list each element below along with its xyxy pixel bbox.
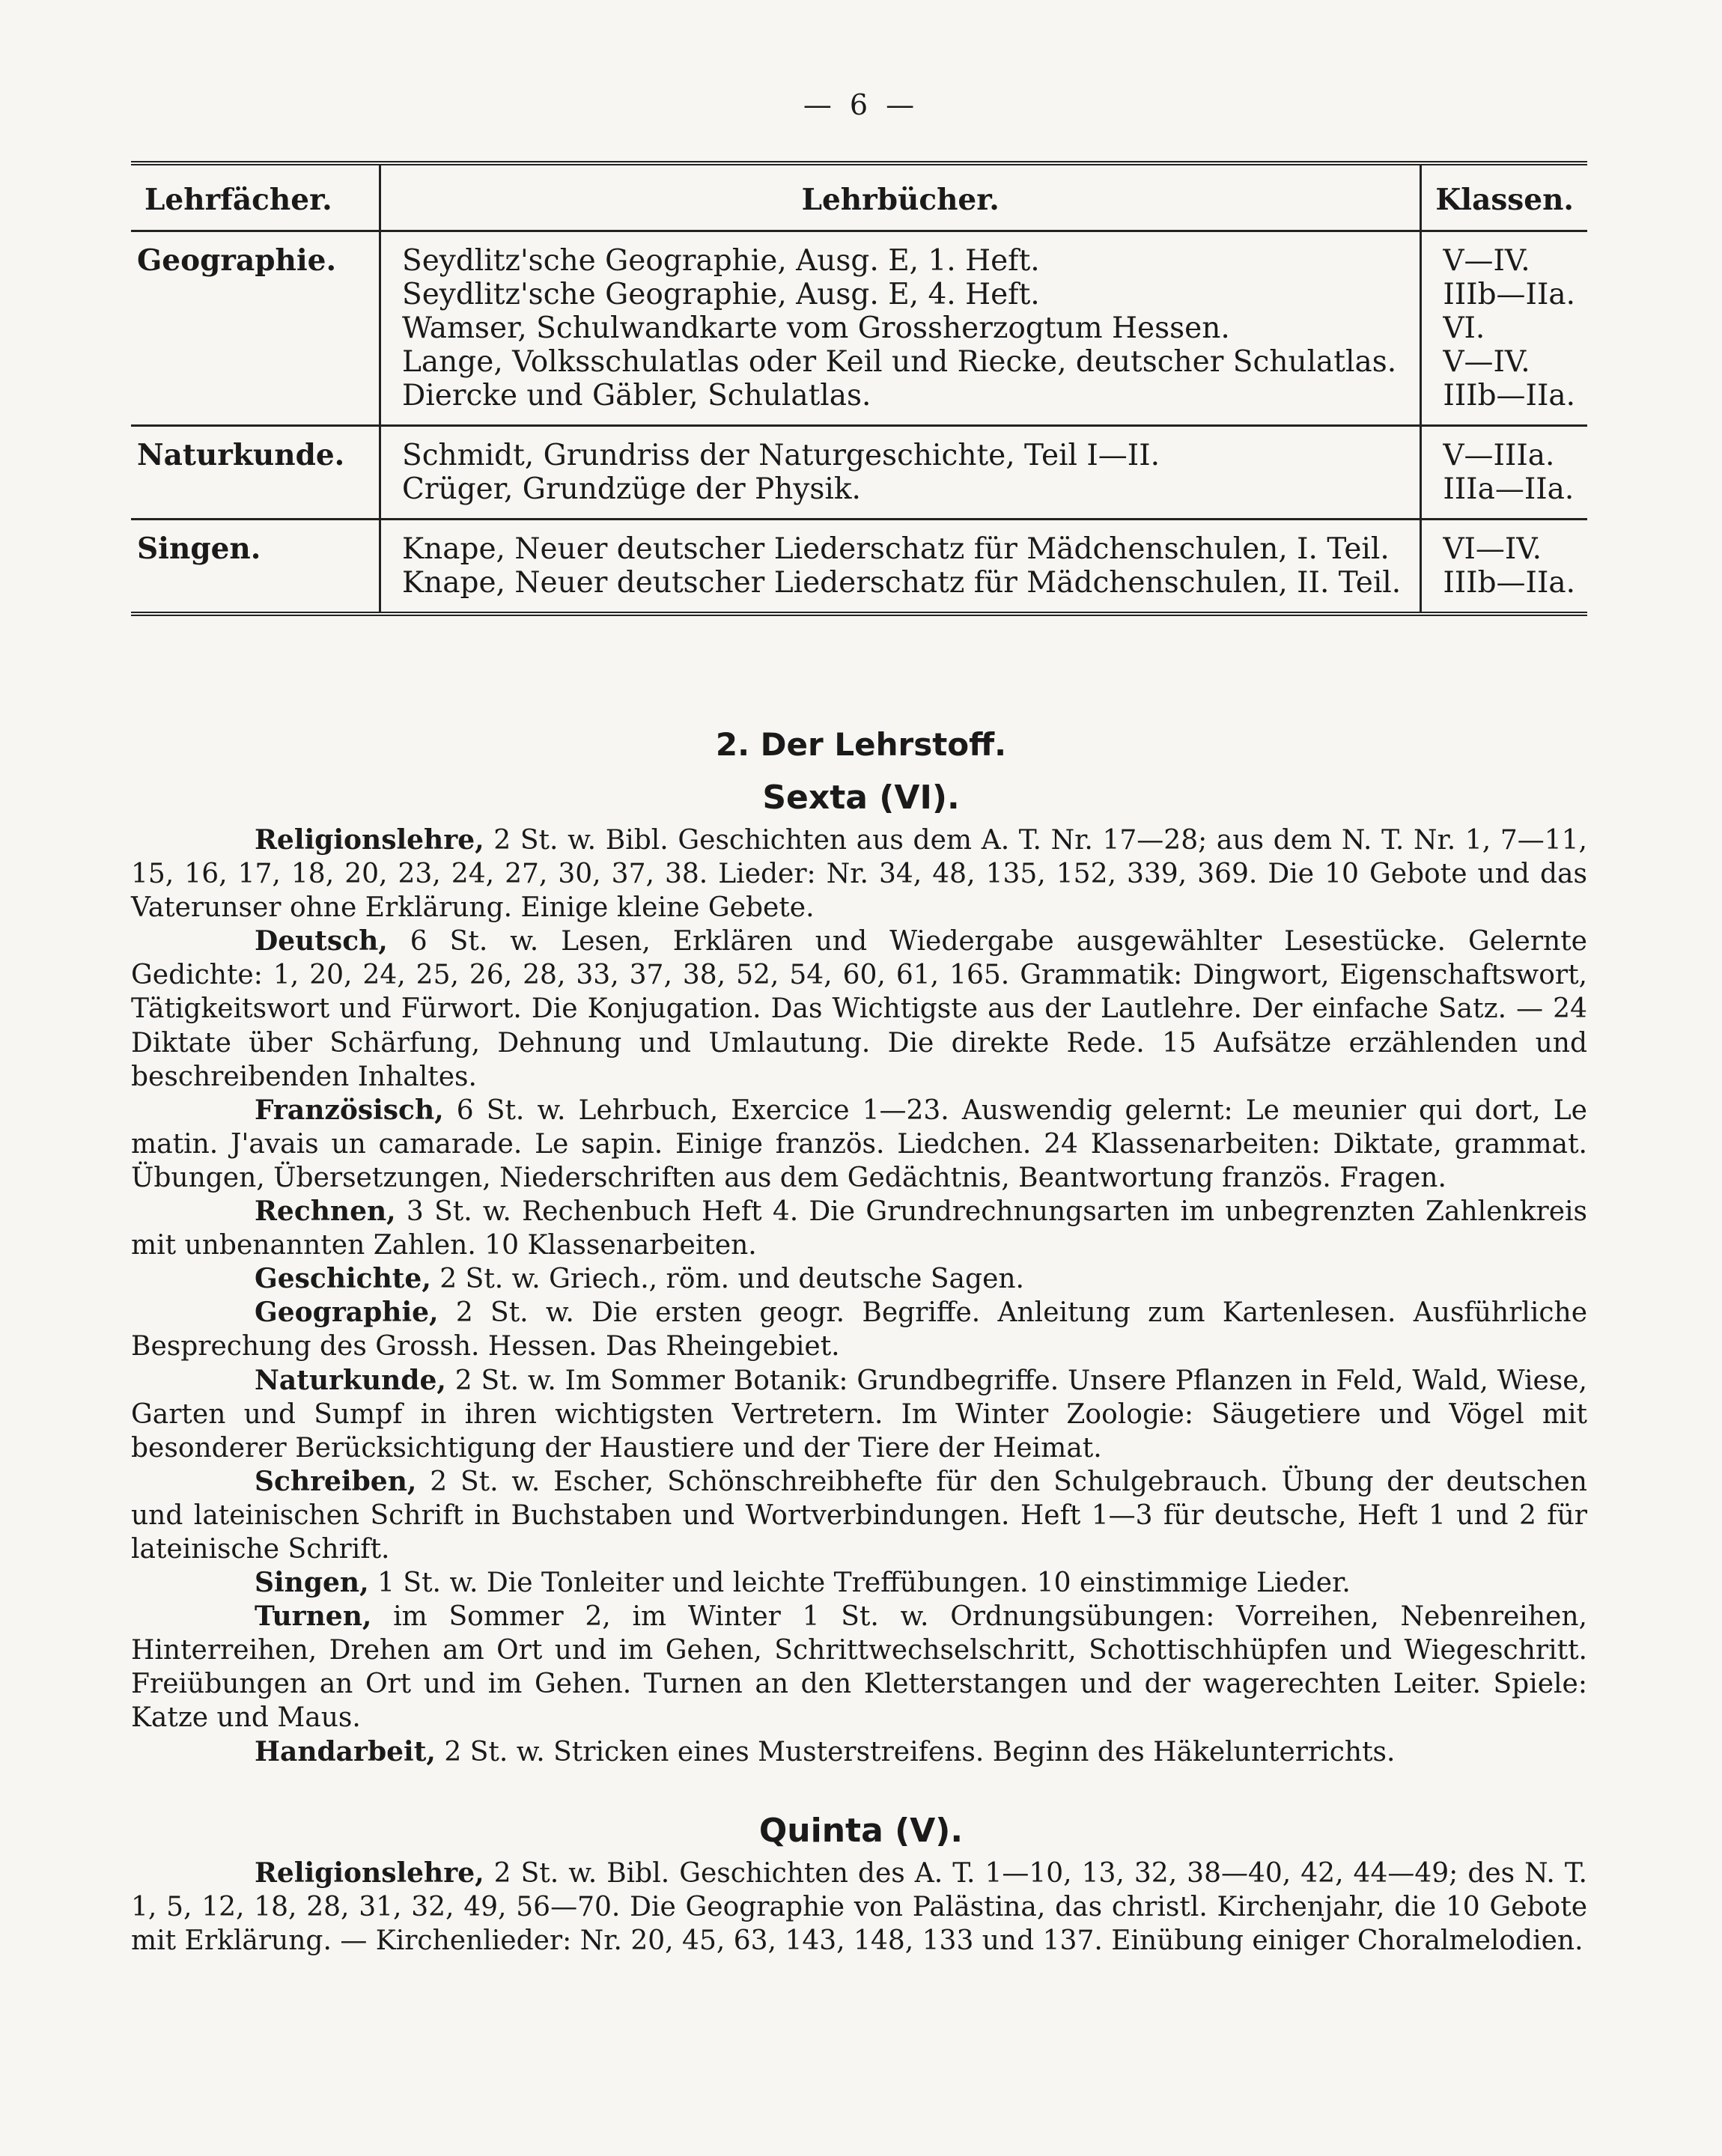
paragraph-text: 3 St. w. Rechenbuch Heft 4. Die Grundrechnungsarten im unbegrenzten Zahlenkreis mit unbenannten Zahlen. 10 Klassenarbeiten.: [131, 1196, 1587, 1261]
classes-cell: [1421, 520, 1587, 615]
header-books: Lehrbücher.: [380, 163, 1421, 231]
subject-cell: Geographie.: [131, 231, 380, 426]
books-cell: [380, 426, 1421, 520]
class-line: VI—IV.: [1443, 532, 1542, 566]
class-line: V—IV.: [1443, 244, 1530, 278]
paragraph-deutsch: [131, 925, 1587, 1093]
class-line: IIIa—IIa.: [1443, 472, 1575, 506]
subject-label: Rechnen,: [255, 1196, 396, 1228]
paragraph-text: 6 St. w. Lehrbuch, Exercice 1—23. Auswendig gelernt: Le meunier qui dort, Le matin. J'avais un camarade. Le sapin. Einige französ. Liedchen. 24 Klassenarbeiten: Diktate, grammat. Übungen, Übersetzungen, Niederschriften aus dem Gedächtnis, Beantwortung französ. Fragen.: [131, 1094, 1587, 1193]
subject-label: Singen,: [255, 1567, 369, 1599]
subject-label: Naturkunde,: [255, 1364, 446, 1396]
subject-label: Französisch,: [255, 1094, 444, 1126]
table-group-singen: [131, 520, 1587, 615]
textbook-table: [131, 161, 1587, 616]
book-line: Seydlitz'sche Geographie, Ausg. E, 1. Heft.: [402, 244, 1040, 278]
books-cell: [380, 231, 1421, 426]
paragraph-text: 2 St. w. Bibl. Geschichten aus dem A. T. Nr. 17—28; aus dem N. T. Nr. 1, 7—11, 15, 16, 17, 18, 20, 23, 24, 27, 30, 37, 38. Lieder: Nr. 34, 48, 135, 152, 339, 369. Die 10 Gebote und das Vaterunser ohne Erklärung. Einige kleine Gebete.: [131, 825, 1587, 924]
book-line: Diercke und Gäbler, Schulatlas.: [402, 379, 871, 412]
paragraph-geographie: [131, 1296, 1587, 1363]
paragraph-text: 1 St. w. Die Tonleiter und leichte Treffübungen. 10 einstimmige Lieder.: [368, 1568, 1351, 1599]
class-line: IIIb—IIa.: [1443, 566, 1576, 600]
paragraph-religionslehre: [131, 1857, 1587, 1958]
page-number: — 6 —: [803, 88, 919, 121]
paragraph-text: im Sommer 2, im Winter 1 St. w. Ordnungsübungen: Vorreihen, Nebenreihen, Hinterreihen, Drehen am Ort und im Gehen, Schrittwechselschritt, Schottischhüpfen und Wiegeschritt. Freiübungen an Ort und im Gehen. Turnen an den Kletterstangen und der wagerechten Leiter. Spiele: Katze und Maus.: [131, 1601, 1587, 1734]
subject-cell: Naturkunde.: [131, 426, 380, 520]
subject-label: Religionslehre,: [255, 1857, 484, 1889]
paragraph-text: 2 St. w. Die ersten geogr. Begriffe. Anleitung zum Kartenlesen. Ausführliche Besprechung des Grossh. Hessen. Das Rheingebiet.: [131, 1297, 1587, 1362]
quinta-body: [131, 1857, 1587, 1958]
table-group-naturkunde: [131, 426, 1587, 520]
class-line: VI.: [1443, 311, 1485, 345]
paragraph-text: 2 St. w. Griech., röm. und deutsche Sagen.: [431, 1264, 1024, 1295]
paragraph-franzoesisch: [131, 1094, 1587, 1195]
table-group-geographie: [131, 231, 1587, 426]
quinta-title: Quinta (V).: [758, 1812, 964, 1850]
paragraph-turnen: [131, 1600, 1587, 1735]
paragraph-text: 2 St. w. Bibl. Geschichten des A. T. 1—10, 13, 32, 38—40, 42, 44—49; des N. T. 1, 5, 12, 18, 28, 31, 32, 49, 56—70. Die Geographie von Palästina, das christl. Kirchenjahr, die 10 Gebote mit Erklärung. — Kirchenlieder: Nr. 20, 45, 63, 143, 148, 133 und 137. Einübung einiger Choralmelodien.: [131, 1858, 1587, 1957]
class-line: IIIb—IIa.: [1443, 278, 1576, 311]
section-title: 2. Der Lehrstoff.: [715, 726, 1007, 763]
class-line: IIIb—IIa.: [1443, 379, 1576, 412]
book-line: Wamser, Schulwandkarte vom Grossherzogtum Hessen.: [402, 311, 1230, 345]
subject-label: Geographie,: [255, 1297, 439, 1329]
book-line: Knape, Neuer deutscher Liederschatz für Mädchenschulen, I. Teil.: [402, 532, 1390, 566]
paragraph-rechnen: [131, 1195, 1587, 1262]
paragraph-text: 2 St. w. Im Sommer Botanik: Grundbegriffe. Unsere Pflanzen in Feld, Wald, Wiese, Garten und Sumpf in ihren wichtigsten Vertretern. Im Winter Zoologie: Säugetiere und Vögel mit besonderer Berücksichtigung der Haustiere und der Tiere der Heimat.: [131, 1365, 1587, 1464]
classes-cell: [1421, 231, 1587, 426]
subject-label: Geschichte,: [255, 1263, 431, 1295]
paragraph-naturkunde: [131, 1364, 1587, 1465]
book-line: Crüger, Grundzüge der Physik.: [402, 472, 861, 506]
paragraph-text: 2 St. w. Stricken eines Musterstreifens. Beginn des Häkelunterrichts.: [435, 1736, 1396, 1767]
class-line: V—IIIa.: [1443, 439, 1555, 472]
subject-label: Religionslehre,: [255, 824, 484, 856]
paragraph-religionslehre: [131, 823, 1587, 925]
sexta-title: Sexta (VI).: [762, 779, 960, 817]
book-line: Schmidt, Grundriss der Naturgeschichte, Teil I—II.: [402, 439, 1160, 472]
paragraph-schreiben: [131, 1465, 1587, 1566]
paragraph-geschichte: [131, 1262, 1587, 1296]
subject-label: Turnen,: [255, 1601, 372, 1633]
subject-label: Schreiben,: [255, 1465, 417, 1497]
subject-label: Handarbeit,: [255, 1735, 436, 1767]
subject-label: Deutsch,: [255, 925, 388, 957]
paragraph-text: 2 St. w. Escher, Schönschreibhefte für den Schulgebrauch. Übung der deutschen und lateinischen Schrift in Buchstaben und Wortverbindungen. Heft 1—3 für deutsche, Heft 1 und 2 für lateinische Schrift.: [131, 1466, 1587, 1565]
subject-cell: Singen.: [131, 520, 380, 615]
paragraph-handarbeit: [131, 1735, 1587, 1769]
header-classes: Klassen.: [1421, 163, 1587, 231]
paragraph-singen: [131, 1566, 1587, 1600]
book-line: Lange, Volksschulatlas oder Keil und Riecke, deutscher Schulatlas.: [402, 345, 1397, 379]
book-line: Knape, Neuer deutscher Liederschatz für Mädchenschulen, II. Teil.: [402, 566, 1402, 600]
sexta-body: [131, 823, 1587, 1769]
classes-cell: [1421, 426, 1587, 520]
class-line: V—IV.: [1443, 345, 1530, 379]
paragraph-text: 6 St. w. Lesen, Erklären und Wiedergabe ausgewählter Lesestücke. Gelernte Gedichte: 1, 20, 24, 25, 26, 28, 33, 37, 38, 52, 54, 60, 61, 165. Grammatik: Dingwort, Eigenschaftswort, Tätigkeitswort und Fürwort. Die Konjugation. Das Wichtigste aus der Lautlehre. Der einfache Satz. — 24 Diktate über Schärfung, Dehnung und Umlautung. Die direkte Rede. 15 Aufsätze erzählenden und beschreibenden Inhaltes.: [131, 926, 1587, 1092]
book-line: Seydlitz'sche Geographie, Ausg. E, 4. Heft.: [402, 278, 1040, 311]
header-subjects: Lehrfächer.: [131, 163, 380, 231]
books-cell: [380, 520, 1421, 615]
